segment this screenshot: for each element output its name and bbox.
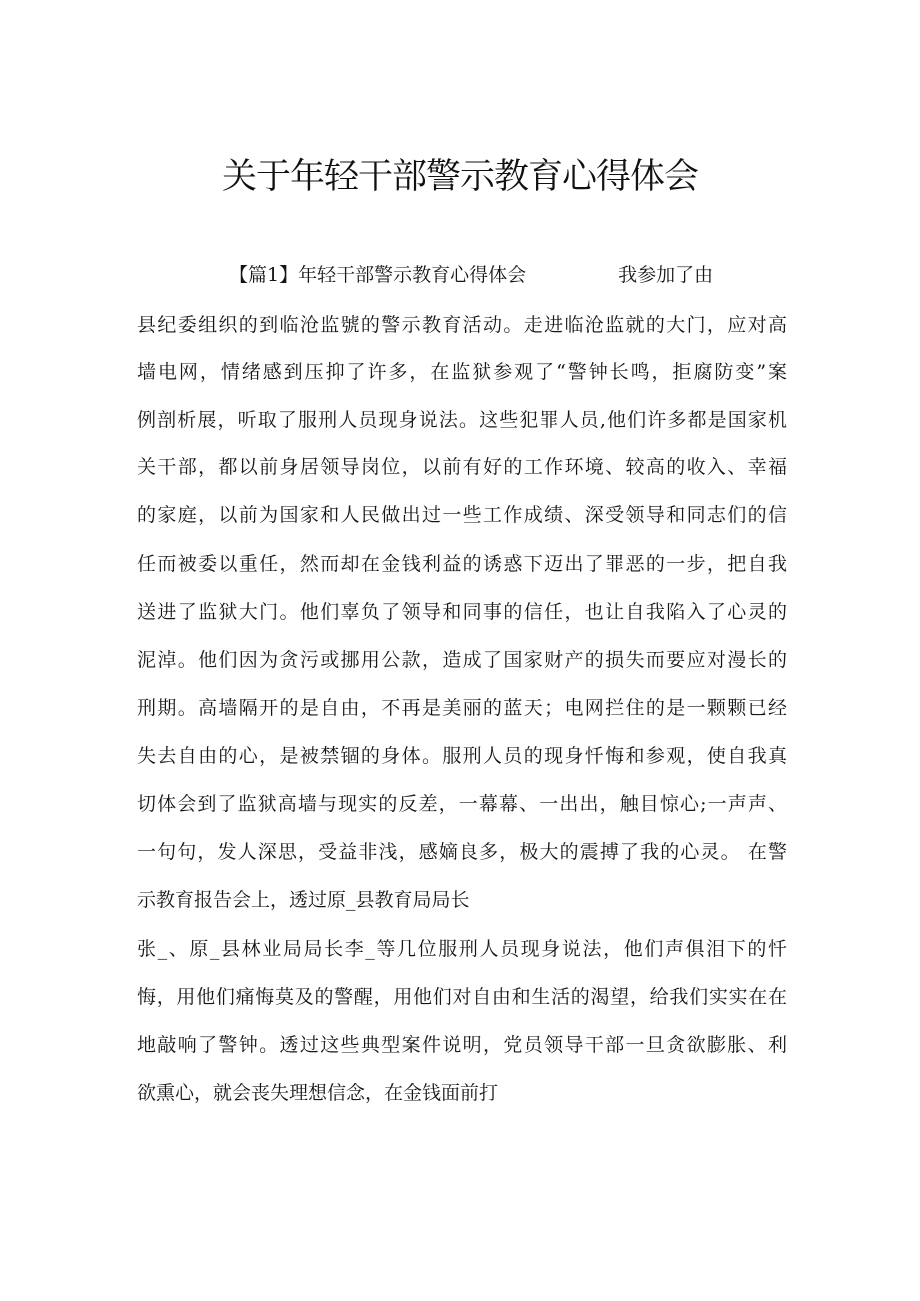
body-line: 示教育报告会上，透过原_县教育局局长 [137,889,470,911]
body-line: 的家庭，以前为国家和人民做出过一些工作成绩、深受领导和同志们的信 [137,504,787,526]
body-line: 例剖析展，听取了服刑人员现身说法。这些犯罪人员,他们许多都是国家机 [137,409,787,431]
body-line: 一句句，发人深思，受益非浅，感嫡良多，极大的震搏了我的心灵。 在警 [137,841,787,863]
body-line: 刑期。高墙隔开的是自由，不再是美丽的蓝天；电网拦住的是一颗颗已经 [137,697,787,719]
body-line: 欲熏心，就会丧失理想信念，在金钱面前打 [137,1082,499,1104]
first-paragraph-line [229,260,713,290]
body-line: 切体会到了监狱高墙与现实的反差，一幕幕、一出出，触目惊心;一声声、 [137,793,787,815]
first-line-tail: 我参加了由 [618,264,714,286]
body-line: 关干部，都以前身居领导岗位，以前有好的工作环境、较高的收入、幸福 [137,456,787,478]
body-line: 墙电网，情绪感到压抑了许多，在监狱参观了“警钟长鸣，拒腐防变”案 [137,361,787,383]
body-line: 任而被委以重任，然而却在金钱利益的诱惑下迈出了罪恶的一步，把自我 [137,553,787,575]
document-title: 关于年轻干部警示教育心得体会 [221,157,698,197]
body-line: 地敲响了警钟。透过这些典型案件说明，党员领导干部一旦贪欲膨胀、利 [137,1034,787,1056]
body-line: 悔，用他们痛悔莫及的警醒，用他们对自由和生活的渴望，给我们实实在在 [137,986,787,1008]
body-line: 失去自由的心，是被禁锢的身体。服刑人员的现身忏悔和参观，使自我真 [137,745,787,767]
section-heading: 【篇1】年轻干部警示教育心得体会 [229,264,527,286]
body-line: 县纪委组织的到临沧监號的警示教育活动。走进临沧监就的大门，应对高 [137,314,787,336]
body-line: 泥淖。他们因为贪污或挪用公款，造成了国家财产的损失而要应对漫长的 [137,649,787,671]
body-line: 张_、原_县林业局局长李_等几位服刑人员现身说法，他们声俱泪下的忏 [137,938,787,960]
body-line: 送进了监狱大门。他们辜负了领导和同事的信任，也让自我陷入了心灵的 [137,601,787,623]
